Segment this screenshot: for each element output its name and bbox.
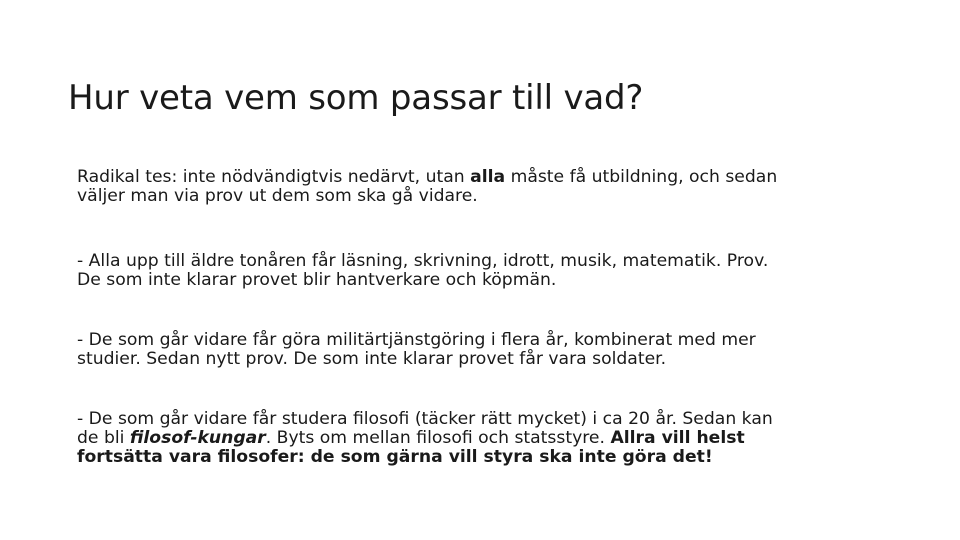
paragraph-line: - De som går vidare får studera filosofi (täcker rätt mycket) i ca 20 år. Sedan kan: [77, 409, 773, 429]
paragraph-philosopher-kings: [77, 410, 773, 467]
text-segment: Radikal tes: inte nödvändigtvis nedärvt, utan: [77, 167, 471, 187]
paragraph-line: studier. Sedan nytt prov. De som inte klarar provet får vara soldater.: [77, 349, 667, 369]
text-segment: . Byts om mellan filosofi och statsstyre.: [265, 428, 611, 448]
paragraph-radical-thesis: [77, 168, 777, 206]
paragraph-line: - Alla upp till äldre tonåren får läsning, skrivning, idrott, musik, matematik. Prov.: [77, 251, 769, 271]
text-segment: måste få utbildning, och sedan: [505, 167, 778, 187]
emphasis-filosof-kungar: filosof-kungar: [129, 428, 266, 448]
paragraph-soldiers: [77, 331, 756, 369]
emphasis-conclusion: fortsätta vara filosofer: de som gärna vill styra ska inte göra det!: [77, 447, 713, 467]
paragraph-craftsmen: [77, 252, 768, 290]
emphasis-conclusion: Allra vill helst: [610, 428, 745, 448]
paragraph-line: De som inte klarar provet blir hantverkare och köpmän.: [77, 270, 557, 290]
emphasis-alla: alla: [470, 167, 506, 187]
slide-title: Hur veta vem som passar till vad?: [68, 78, 644, 118]
paragraph-line: väljer man via prov ut dem som ska gå vidare.: [77, 186, 478, 206]
text-segment: de bli: [77, 428, 130, 448]
paragraph-line: [77, 429, 773, 448]
paragraph-line: [77, 168, 777, 187]
paragraph-line: - De som går vidare får göra militärtjänstgöring i flera år, kombinerat med mer: [77, 330, 756, 350]
